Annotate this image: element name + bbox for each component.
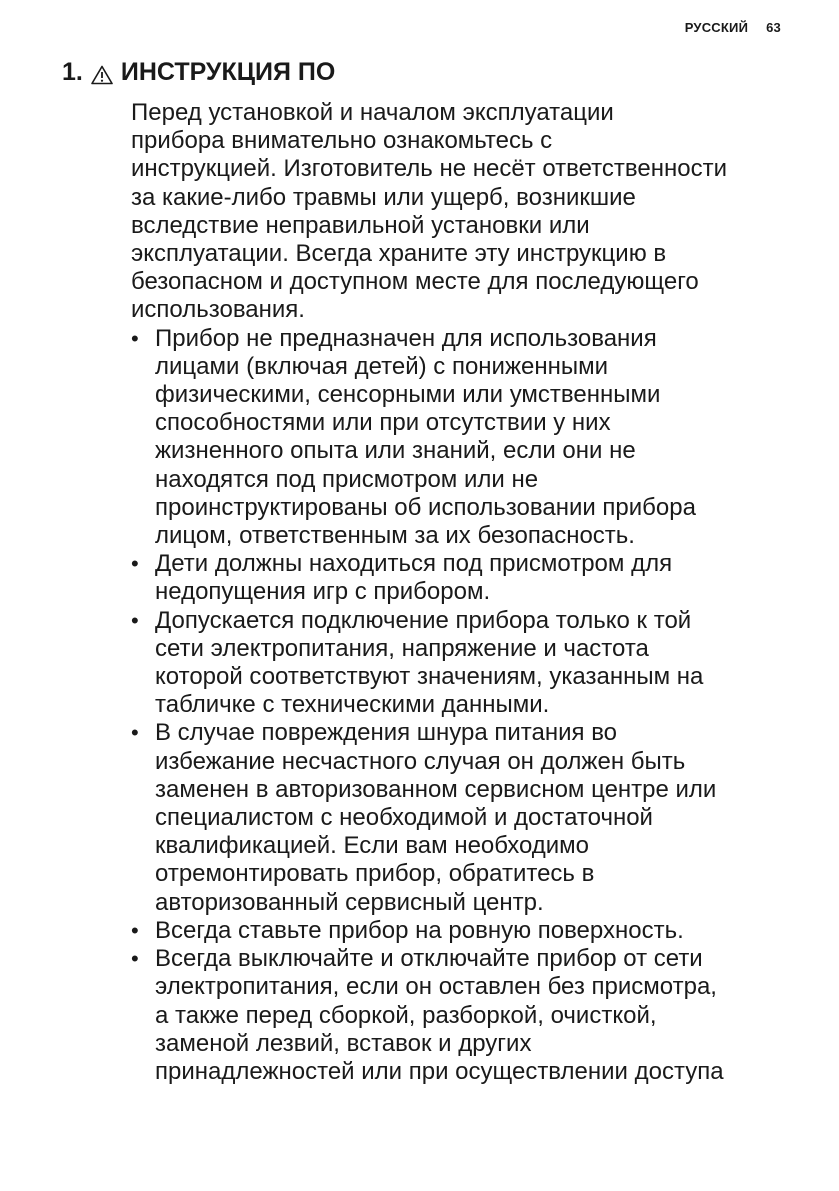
bullet-line: которой соответствуют значениям, указанным на (155, 663, 704, 691)
bullet-line: проинструктированы об использовании прибора (155, 493, 696, 521)
bullet-line: лицом, ответственным за их безопасность. (155, 522, 635, 550)
section-number: 1. (62, 58, 83, 86)
header-page-number: 63 (766, 20, 781, 35)
bullet-line: Всегда ставьте прибор на ровную поверхность. (155, 916, 684, 944)
bullet-dot-icon: • (131, 946, 139, 972)
intro-line: за какие-либо травмы или ущерб, возникшие (131, 183, 636, 211)
bullet-line: отремонтировать прибор, обратитесь в (155, 860, 595, 888)
bullet-dot-icon: • (131, 607, 139, 633)
intro-line: эксплуатации. Всегда храните эту инструкцию в (131, 240, 667, 268)
intro-line: прибора внимательно ознакомьтесь с (131, 127, 553, 155)
bullet-line: Допускается подключение прибора только к той (155, 606, 692, 634)
warning-triangle-icon (91, 63, 113, 83)
intro-line: вследствие неправильной установки или (131, 211, 590, 239)
bullet-line: специалистом с необходимой и достаточной (155, 804, 653, 832)
bullet-dot-icon: • (131, 551, 139, 577)
bullet-line: В случае повреждения шнура питания во (155, 719, 618, 747)
list-item (131, 917, 791, 945)
intro-line: инструкцией. Изготовитель не несёт ответственности (131, 155, 727, 183)
bullet-line: квалификацией. Если вам необходимо (155, 832, 590, 860)
header-language: РУССКИЙ (684, 20, 749, 35)
bullet-line: заменен в авторизованном сервисном центре или (155, 775, 717, 803)
list-item (131, 325, 791, 551)
bullet-line: физическими, сенсорными или умственными (155, 381, 661, 409)
list-item (131, 719, 791, 916)
bullet-line: принадлежностей или при осуществлении доступа (155, 1057, 724, 1085)
bullet-line: табличке с техническими данными. (155, 691, 550, 719)
bullet-line: жизненного опыта или знаний, если они не (155, 437, 636, 465)
bullet-line: способностями или при отсутствии у них (155, 409, 611, 437)
bullet-dot-icon: • (131, 917, 139, 943)
intro-line: использования. (131, 296, 305, 324)
list-item (131, 945, 791, 1086)
page-header (685, 20, 781, 35)
instructions-body (131, 99, 791, 1086)
bullet-line: авторизованный сервисный центр. (155, 888, 544, 916)
intro-paragraph (131, 99, 791, 325)
bullet-line: недопущения игр с прибором. (155, 578, 491, 606)
bullet-line: сети электропитания, напряжение и частота (155, 634, 649, 662)
bullet-line: находятся под присмотром или не (155, 465, 539, 493)
safety-bullet-list (131, 325, 791, 1086)
section-title-text: ИНСТРУКЦИЯ ПО (120, 58, 336, 86)
list-item (131, 550, 791, 606)
list-item (131, 607, 791, 720)
bullet-line: Прибор не предназначен для использования (155, 324, 657, 352)
intro-line: Перед установкой и началом эксплуатации (131, 99, 614, 126)
bullet-line: Дети должны находиться под присмотром для (155, 550, 673, 578)
bullet-line: заменой лезвий, вставок и других (155, 1029, 532, 1057)
bullet-line: Всегда выключайте и отключайте прибор от сети (155, 945, 703, 973)
bullet-line: лицами (включая детей) с пониженными (155, 352, 609, 380)
bullet-line: избежание несчастного случая он должен быть (155, 747, 686, 775)
section-title (62, 58, 335, 87)
bullet-line: а также перед сборкой, разборкой, очисткой, (155, 1001, 657, 1029)
bullet-dot-icon: • (131, 325, 139, 351)
intro-line: безопасном и доступном месте для последующего (131, 268, 699, 296)
bullet-dot-icon: • (131, 720, 139, 746)
bullet-line: электропитания, если он оставлен без присмотра, (155, 973, 717, 1001)
